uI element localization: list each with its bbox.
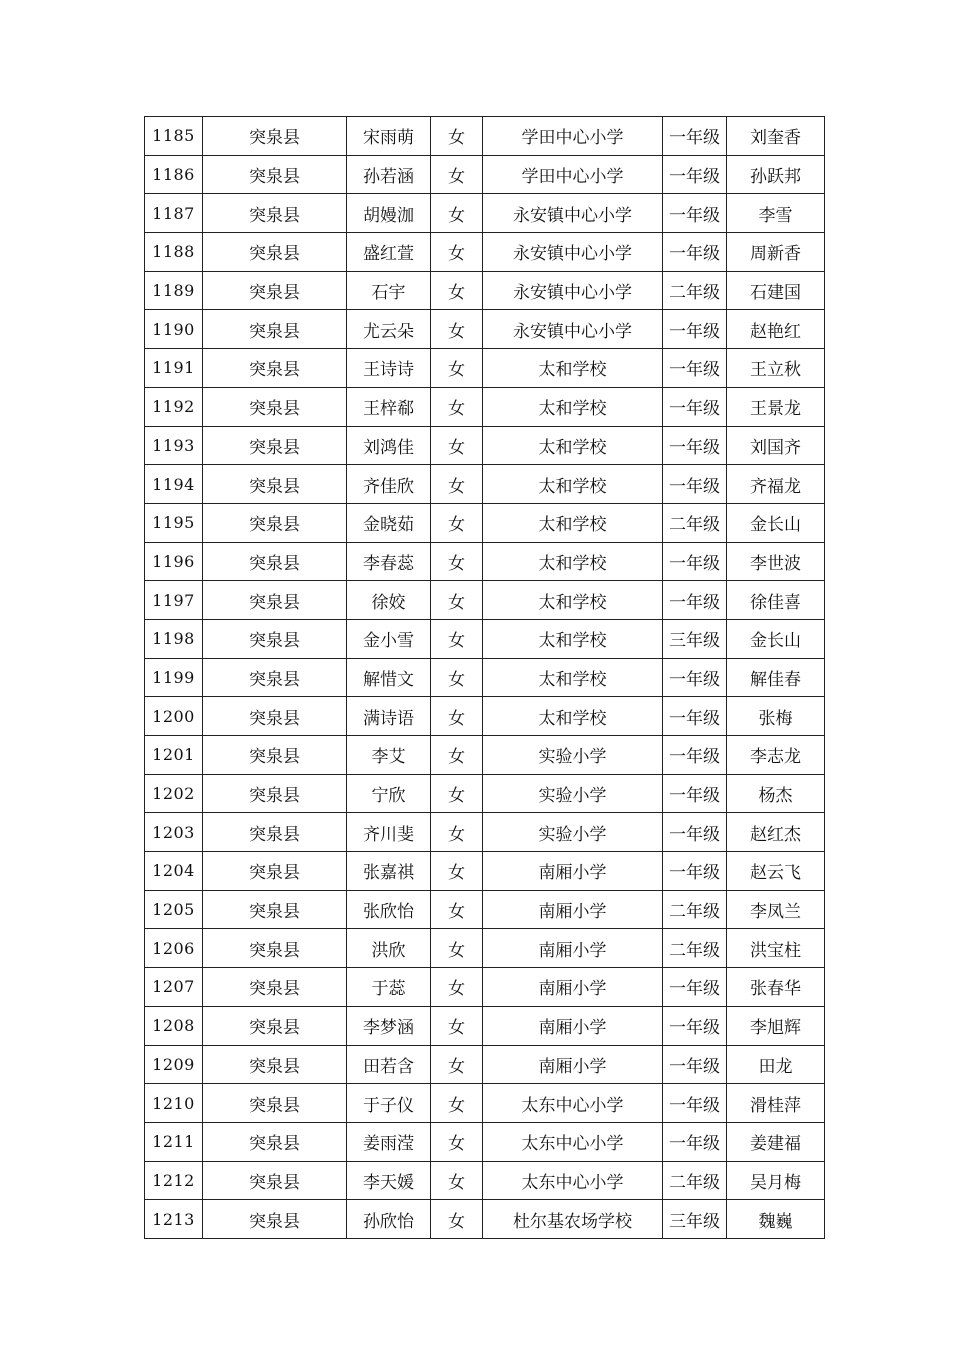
school-cell: 实验小学 bbox=[483, 774, 663, 813]
grade-cell: 一年级 bbox=[663, 1045, 727, 1084]
grade-cell: 三年级 bbox=[663, 1200, 727, 1239]
row-number-cell: 1193 bbox=[145, 426, 203, 465]
row-number-cell: 1203 bbox=[145, 813, 203, 852]
grade-cell: 一年级 bbox=[663, 349, 727, 388]
county-cell: 突泉县 bbox=[203, 1161, 347, 1200]
gender-cell: 女 bbox=[431, 581, 483, 620]
teacher-cell: 杨杰 bbox=[727, 774, 825, 813]
row-number-cell: 1191 bbox=[145, 349, 203, 388]
grade-cell: 一年级 bbox=[663, 968, 727, 1007]
gender-cell: 女 bbox=[431, 310, 483, 349]
gender-cell: 女 bbox=[431, 426, 483, 465]
teacher-cell: 金长山 bbox=[727, 503, 825, 542]
table-row bbox=[145, 581, 825, 620]
grade-cell: 一年级 bbox=[663, 813, 727, 852]
teacher-cell: 魏巍 bbox=[727, 1200, 825, 1239]
grade-cell: 一年级 bbox=[663, 465, 727, 504]
row-number-cell: 1208 bbox=[145, 1006, 203, 1045]
county-cell: 突泉县 bbox=[203, 1045, 347, 1084]
school-cell: 南厢小学 bbox=[483, 968, 663, 1007]
teacher-cell: 王景龙 bbox=[727, 387, 825, 426]
grade-cell: 一年级 bbox=[663, 736, 727, 775]
student-name-cell: 金小雪 bbox=[347, 619, 431, 658]
grade-cell: 一年级 bbox=[663, 194, 727, 233]
county-cell: 突泉县 bbox=[203, 1122, 347, 1161]
teacher-cell: 李雪 bbox=[727, 194, 825, 233]
row-number-cell: 1194 bbox=[145, 465, 203, 504]
student-name-cell: 齐佳欣 bbox=[347, 465, 431, 504]
student-name-cell: 田若含 bbox=[347, 1045, 431, 1084]
row-number-cell: 1197 bbox=[145, 581, 203, 620]
gender-cell: 女 bbox=[431, 271, 483, 310]
school-cell: 南厢小学 bbox=[483, 1006, 663, 1045]
teacher-cell: 李凤兰 bbox=[727, 890, 825, 929]
gender-cell: 女 bbox=[431, 774, 483, 813]
county-cell: 突泉县 bbox=[203, 1006, 347, 1045]
gender-cell: 女 bbox=[431, 349, 483, 388]
county-cell: 突泉县 bbox=[203, 736, 347, 775]
county-cell: 突泉县 bbox=[203, 929, 347, 968]
grade-cell: 一年级 bbox=[663, 658, 727, 697]
table-row bbox=[145, 542, 825, 581]
row-number-cell: 1210 bbox=[145, 1084, 203, 1123]
student-name-cell: 于蕊 bbox=[347, 968, 431, 1007]
county-cell: 突泉县 bbox=[203, 194, 347, 233]
table-row bbox=[145, 155, 825, 194]
table-row bbox=[145, 1045, 825, 1084]
grade-cell: 一年级 bbox=[663, 697, 727, 736]
row-number-cell: 1200 bbox=[145, 697, 203, 736]
table-row bbox=[145, 310, 825, 349]
table-row bbox=[145, 271, 825, 310]
student-name-cell: 李艾 bbox=[347, 736, 431, 775]
grade-cell: 一年级 bbox=[663, 1084, 727, 1123]
table-row bbox=[145, 736, 825, 775]
row-number-cell: 1196 bbox=[145, 542, 203, 581]
school-cell: 太和学校 bbox=[483, 349, 663, 388]
grade-cell: 一年级 bbox=[663, 1006, 727, 1045]
teacher-cell: 赵红杰 bbox=[727, 813, 825, 852]
grade-cell: 二年级 bbox=[663, 890, 727, 929]
teacher-cell: 滑桂萍 bbox=[727, 1084, 825, 1123]
gender-cell: 女 bbox=[431, 1122, 483, 1161]
student-name-cell: 刘鸿佳 bbox=[347, 426, 431, 465]
table-row bbox=[145, 890, 825, 929]
county-cell: 突泉县 bbox=[203, 619, 347, 658]
table-row bbox=[145, 465, 825, 504]
grade-cell: 三年级 bbox=[663, 619, 727, 658]
row-number-cell: 1187 bbox=[145, 194, 203, 233]
gender-cell: 女 bbox=[431, 929, 483, 968]
county-cell: 突泉县 bbox=[203, 233, 347, 272]
school-cell: 杜尔基农场学校 bbox=[483, 1200, 663, 1239]
teacher-cell: 刘国齐 bbox=[727, 426, 825, 465]
table-row bbox=[145, 387, 825, 426]
county-cell: 突泉县 bbox=[203, 465, 347, 504]
student-name-cell: 宋雨萌 bbox=[347, 117, 431, 156]
table-row bbox=[145, 619, 825, 658]
row-number-cell: 1207 bbox=[145, 968, 203, 1007]
student-roster-table bbox=[144, 116, 825, 1239]
county-cell: 突泉县 bbox=[203, 271, 347, 310]
grade-cell: 一年级 bbox=[663, 774, 727, 813]
county-cell: 突泉县 bbox=[203, 387, 347, 426]
school-cell: 实验小学 bbox=[483, 736, 663, 775]
row-number-cell: 1206 bbox=[145, 929, 203, 968]
county-cell: 突泉县 bbox=[203, 310, 347, 349]
county-cell: 突泉县 bbox=[203, 774, 347, 813]
gender-cell: 女 bbox=[431, 194, 483, 233]
table-row bbox=[145, 813, 825, 852]
row-number-cell: 1198 bbox=[145, 619, 203, 658]
table-row bbox=[145, 233, 825, 272]
row-number-cell: 1205 bbox=[145, 890, 203, 929]
student-name-cell: 解惜文 bbox=[347, 658, 431, 697]
table-row bbox=[145, 117, 825, 156]
county-cell: 突泉县 bbox=[203, 155, 347, 194]
table-row bbox=[145, 1161, 825, 1200]
table-row bbox=[145, 929, 825, 968]
teacher-cell: 李旭辉 bbox=[727, 1006, 825, 1045]
school-cell: 太和学校 bbox=[483, 465, 663, 504]
student-name-cell: 张嘉祺 bbox=[347, 852, 431, 891]
gender-cell: 女 bbox=[431, 542, 483, 581]
teacher-cell: 洪宝柱 bbox=[727, 929, 825, 968]
school-cell: 太东中心小学 bbox=[483, 1084, 663, 1123]
table-row bbox=[145, 774, 825, 813]
student-name-cell: 金晓茹 bbox=[347, 503, 431, 542]
gender-cell: 女 bbox=[431, 736, 483, 775]
county-cell: 突泉县 bbox=[203, 542, 347, 581]
teacher-cell: 田龙 bbox=[727, 1045, 825, 1084]
teacher-cell: 王立秋 bbox=[727, 349, 825, 388]
school-cell: 南厢小学 bbox=[483, 852, 663, 891]
row-number-cell: 1190 bbox=[145, 310, 203, 349]
gender-cell: 女 bbox=[431, 1200, 483, 1239]
student-name-cell: 王诗诗 bbox=[347, 349, 431, 388]
school-cell: 太和学校 bbox=[483, 426, 663, 465]
teacher-cell: 李志龙 bbox=[727, 736, 825, 775]
gender-cell: 女 bbox=[431, 503, 483, 542]
gender-cell: 女 bbox=[431, 1084, 483, 1123]
teacher-cell: 张梅 bbox=[727, 697, 825, 736]
school-cell: 南厢小学 bbox=[483, 890, 663, 929]
county-cell: 突泉县 bbox=[203, 813, 347, 852]
student-name-cell: 宁欣 bbox=[347, 774, 431, 813]
school-cell: 太和学校 bbox=[483, 503, 663, 542]
table-row bbox=[145, 852, 825, 891]
teacher-cell: 周新香 bbox=[727, 233, 825, 272]
row-number-cell: 1192 bbox=[145, 387, 203, 426]
row-number-cell: 1188 bbox=[145, 233, 203, 272]
county-cell: 突泉县 bbox=[203, 1200, 347, 1239]
student-name-cell: 李梦涵 bbox=[347, 1006, 431, 1045]
table-row bbox=[145, 1122, 825, 1161]
row-number-cell: 1213 bbox=[145, 1200, 203, 1239]
student-name-cell: 洪欣 bbox=[347, 929, 431, 968]
gender-cell: 女 bbox=[431, 465, 483, 504]
gender-cell: 女 bbox=[431, 697, 483, 736]
student-name-cell: 张欣怡 bbox=[347, 890, 431, 929]
row-number-cell: 1199 bbox=[145, 658, 203, 697]
county-cell: 突泉县 bbox=[203, 349, 347, 388]
county-cell: 突泉县 bbox=[203, 697, 347, 736]
teacher-cell: 石建国 bbox=[727, 271, 825, 310]
school-cell: 太和学校 bbox=[483, 542, 663, 581]
grade-cell: 二年级 bbox=[663, 271, 727, 310]
school-cell: 学田中心小学 bbox=[483, 155, 663, 194]
teacher-cell: 张春华 bbox=[727, 968, 825, 1007]
student-name-cell: 齐川斐 bbox=[347, 813, 431, 852]
grade-cell: 二年级 bbox=[663, 929, 727, 968]
teacher-cell: 姜建福 bbox=[727, 1122, 825, 1161]
gender-cell: 女 bbox=[431, 117, 483, 156]
county-cell: 突泉县 bbox=[203, 117, 347, 156]
student-name-cell: 李春蕊 bbox=[347, 542, 431, 581]
grade-cell: 一年级 bbox=[663, 852, 727, 891]
student-name-cell: 于子仪 bbox=[347, 1084, 431, 1123]
teacher-cell: 徐佳喜 bbox=[727, 581, 825, 620]
table-row bbox=[145, 349, 825, 388]
student-name-cell: 徐姣 bbox=[347, 581, 431, 620]
student-name-cell: 盛红萱 bbox=[347, 233, 431, 272]
grade-cell: 一年级 bbox=[663, 426, 727, 465]
table-row bbox=[145, 968, 825, 1007]
teacher-cell: 刘奎香 bbox=[727, 117, 825, 156]
school-cell: 永安镇中心小学 bbox=[483, 310, 663, 349]
row-number-cell: 1211 bbox=[145, 1122, 203, 1161]
teacher-cell: 赵云飞 bbox=[727, 852, 825, 891]
table-row bbox=[145, 1084, 825, 1123]
school-cell: 太和学校 bbox=[483, 658, 663, 697]
school-cell: 太东中心小学 bbox=[483, 1161, 663, 1200]
gender-cell: 女 bbox=[431, 813, 483, 852]
school-cell: 永安镇中心小学 bbox=[483, 271, 663, 310]
gender-cell: 女 bbox=[431, 1006, 483, 1045]
gender-cell: 女 bbox=[431, 890, 483, 929]
student-name-cell: 尤云朵 bbox=[347, 310, 431, 349]
row-number-cell: 1202 bbox=[145, 774, 203, 813]
school-cell: 南厢小学 bbox=[483, 1045, 663, 1084]
county-cell: 突泉县 bbox=[203, 658, 347, 697]
table-row bbox=[145, 697, 825, 736]
row-number-cell: 1201 bbox=[145, 736, 203, 775]
row-number-cell: 1189 bbox=[145, 271, 203, 310]
table-row bbox=[145, 426, 825, 465]
school-cell: 太和学校 bbox=[483, 387, 663, 426]
student-name-cell: 李天媛 bbox=[347, 1161, 431, 1200]
school-cell: 太和学校 bbox=[483, 697, 663, 736]
student-name-cell: 孙若涵 bbox=[347, 155, 431, 194]
teacher-cell: 金长山 bbox=[727, 619, 825, 658]
school-cell: 实验小学 bbox=[483, 813, 663, 852]
student-name-cell: 满诗语 bbox=[347, 697, 431, 736]
gender-cell: 女 bbox=[431, 658, 483, 697]
grade-cell: 二年级 bbox=[663, 1161, 727, 1200]
row-number-cell: 1204 bbox=[145, 852, 203, 891]
table-row bbox=[145, 1006, 825, 1045]
student-name-cell: 王梓郗 bbox=[347, 387, 431, 426]
gender-cell: 女 bbox=[431, 387, 483, 426]
county-cell: 突泉县 bbox=[203, 852, 347, 891]
table-row bbox=[145, 1200, 825, 1239]
table-row bbox=[145, 194, 825, 233]
school-cell: 太和学校 bbox=[483, 581, 663, 620]
gender-cell: 女 bbox=[431, 619, 483, 658]
table-row bbox=[145, 503, 825, 542]
grade-cell: 一年级 bbox=[663, 233, 727, 272]
row-number-cell: 1212 bbox=[145, 1161, 203, 1200]
student-name-cell: 孙欣怡 bbox=[347, 1200, 431, 1239]
table-row bbox=[145, 658, 825, 697]
student-name-cell: 胡嫚泇 bbox=[347, 194, 431, 233]
school-cell: 永安镇中心小学 bbox=[483, 194, 663, 233]
grade-cell: 一年级 bbox=[663, 310, 727, 349]
grade-cell: 一年级 bbox=[663, 581, 727, 620]
grade-cell: 一年级 bbox=[663, 155, 727, 194]
gender-cell: 女 bbox=[431, 155, 483, 194]
county-cell: 突泉县 bbox=[203, 581, 347, 620]
grade-cell: 一年级 bbox=[663, 1122, 727, 1161]
student-name-cell: 姜雨滢 bbox=[347, 1122, 431, 1161]
row-number-cell: 1185 bbox=[145, 117, 203, 156]
teacher-cell: 赵艳红 bbox=[727, 310, 825, 349]
county-cell: 突泉县 bbox=[203, 503, 347, 542]
roster-body bbox=[145, 117, 825, 1239]
teacher-cell: 孙跃邦 bbox=[727, 155, 825, 194]
teacher-cell: 解佳春 bbox=[727, 658, 825, 697]
grade-cell: 一年级 bbox=[663, 542, 727, 581]
school-cell: 太东中心小学 bbox=[483, 1122, 663, 1161]
student-name-cell: 石宇 bbox=[347, 271, 431, 310]
school-cell: 太和学校 bbox=[483, 619, 663, 658]
school-cell: 学田中心小学 bbox=[483, 117, 663, 156]
teacher-cell: 吴月梅 bbox=[727, 1161, 825, 1200]
school-cell: 永安镇中心小学 bbox=[483, 233, 663, 272]
gender-cell: 女 bbox=[431, 852, 483, 891]
gender-cell: 女 bbox=[431, 1045, 483, 1084]
county-cell: 突泉县 bbox=[203, 1084, 347, 1123]
gender-cell: 女 bbox=[431, 233, 483, 272]
gender-cell: 女 bbox=[431, 968, 483, 1007]
county-cell: 突泉县 bbox=[203, 968, 347, 1007]
school-cell: 南厢小学 bbox=[483, 929, 663, 968]
county-cell: 突泉县 bbox=[203, 426, 347, 465]
teacher-cell: 李世波 bbox=[727, 542, 825, 581]
grade-cell: 一年级 bbox=[663, 117, 727, 156]
row-number-cell: 1186 bbox=[145, 155, 203, 194]
county-cell: 突泉县 bbox=[203, 890, 347, 929]
row-number-cell: 1195 bbox=[145, 503, 203, 542]
grade-cell: 二年级 bbox=[663, 503, 727, 542]
gender-cell: 女 bbox=[431, 1161, 483, 1200]
grade-cell: 一年级 bbox=[663, 387, 727, 426]
row-number-cell: 1209 bbox=[145, 1045, 203, 1084]
teacher-cell: 齐福龙 bbox=[727, 465, 825, 504]
